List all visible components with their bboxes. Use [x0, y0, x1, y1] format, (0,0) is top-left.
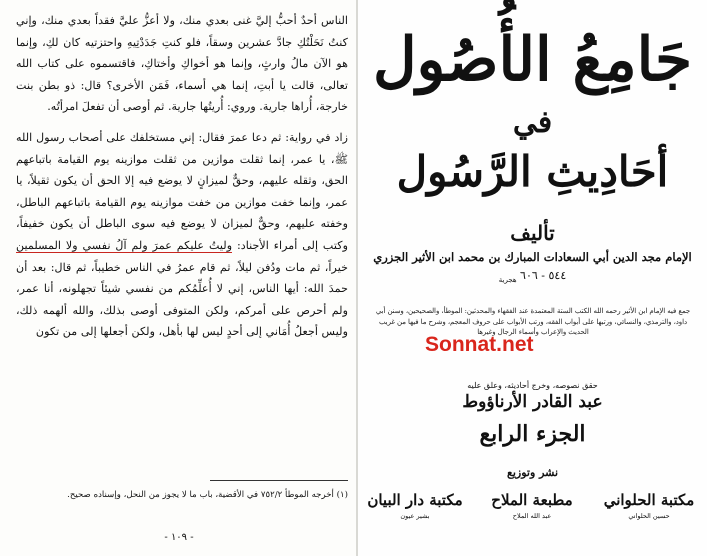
- publisher-al-mallah: [475, 488, 589, 521]
- publisher-owner: حسين الحلواني: [628, 512, 670, 520]
- footnote-divider: [210, 480, 348, 481]
- authorship-label: تأليف: [510, 221, 555, 245]
- title-connector: في: [512, 105, 553, 140]
- publisher-owner: بشير عيون: [400, 512, 430, 520]
- dates-value: ٥٤٤ - ٦٠٦: [520, 269, 567, 282]
- underlined-phrase: وليتُ عليكم عمرَ ولم آلُ نفسي ولا المسلمين: [16, 238, 233, 252]
- watermark-link[interactable]: Sonnat.net: [425, 333, 534, 356]
- publisher-owner: عبد الله الملاح: [512, 512, 552, 520]
- author-name: الإمام مجد الدين أبي السعادات المبارك بن محمد ابن الأثير الجزري: [373, 250, 692, 264]
- paragraph-2-start: زاد في رواية: ثم دعا عمرَ فقال: إني مستخلفك على أصحاب رسول الله ﷺ، يا عمر، إنما ثقلت موازين من ثقلت موازينه يوم القيامة باتباعهم الحق، وثقله عليهم، وحقٌّ لميزانٍ لا يوضع فيه إلا الحق أن يكون ثقيلاً، يا عمر، وإنما خفت موازين من خفت موازينه يوم القيامة باتباعهم الباطل، وخفته عليهم، وحقٌّ لميزان لا يوضع فيه سوى الباطل أن يكون خفيفاً، وكتب إلى أمراء الأجناد:: [16, 130, 348, 252]
- distribution-label: نشر وتوزيع: [506, 466, 559, 479]
- dates-unit: هجرية: [498, 276, 517, 284]
- title-page: [358, 0, 707, 556]
- edit-note: حقق نصوصه، وخرج أحاديثه، وعلق عليه: [467, 381, 598, 390]
- publisher-name: مكتبة الحلواني: [603, 491, 695, 509]
- publisher-al-halwani: [592, 488, 706, 521]
- main-text: [16, 10, 348, 343]
- footnote: (١) أخرجه الموطأ ٧٥٢/٢ في الأقضية، باب ما لا يجوز من النحل، وإسناده صحيح.: [67, 490, 348, 500]
- paragraph-2-end: خيراً، ثم مات ودُفن ليلاً، ثم قام عمرُ في الناس خطيباً، ثم قال: بعد أن حمدَ الله: أيها الناس، إني لا أُعلِّمُكم من نفسي شيئاً تجهلونه، أنا عمر، ولم أحرص على أمركم، ولكن المتوفى أوصى بذلك، والله ألهمه ذلك، وليس أجعلُ أُمَاني إلى أحدٍ ليس لها بأهل، ولكن أجعلها إلى من تكون: [16, 260, 348, 339]
- editor-name: عبد القادر الأرناؤوط: [462, 392, 603, 412]
- book-subtitle: أحَادِيثِ الرَّسُول: [396, 147, 669, 196]
- book-title: جَامِعُ الأُصُول: [372, 25, 693, 95]
- publisher-dar-al-bayan: [358, 488, 472, 521]
- paragraph-1: الناس أحدٌ أحبُّ إليَّ غنى بعدي منك، ولا أعزُّ عليَّ فقداً بعدي منك، وإني كنتُ نَحَلْتُكِ جادَّ عشرين وسقاً، فلو كنتِ جَدَدْتِيهِ واحتزتيه كان لكِ، وإنما هو الآن مالُ وارثٍ، وإنما هو أخواكِ وأختاكِ، فاقتسموه على كتاب الله تعالى، قالت يا أبتِ، إنما هي أسماء، فَمَن الأخرى؟ قال: ذو بطن بنت خارجة، أُراها جارية. وروي: أُريتُها جارية. ثم أوصى أن تفعلَ امرأتُه.: [16, 14, 348, 114]
- volume-label: الجزء الرابع: [479, 421, 586, 447]
- publisher-name: مكتبة دار البيان: [367, 491, 463, 509]
- publisher-name: مطبعة الملاح: [491, 491, 573, 509]
- author-dates: [358, 268, 707, 288]
- page-number: - ١٠٩ -: [164, 532, 194, 543]
- paragraph-2: [16, 127, 348, 343]
- book-description: جمع فيه الإمام ابن الأثير رحمه الله الكتب الستة المعتمدة عند الفقهاء والمحدثين: الموطأ، والصحيحين، وسنن أبي داود، والترمذي، والنسائي، ورتبها على أبواب الفقه، ورتب الأبواب على حروف المعجم، وشرح ما فيها من غريب الحديث والإعراب وأسماء الرجال وغيرها: [375, 307, 691, 336]
